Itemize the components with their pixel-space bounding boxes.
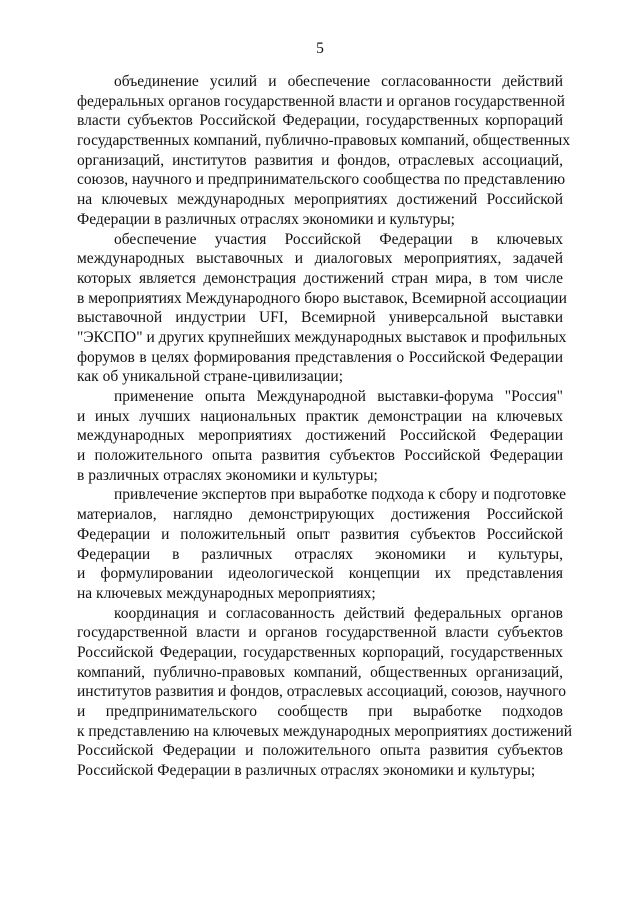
paragraph-line: материалов, наглядно демонстрирующих достижения Российской (77, 506, 563, 524)
paragraph-line: выставочной индустрии UFI, Всемирной универсальной выставки (77, 309, 563, 327)
paragraph-line: Российской Федерации в различных отраслях экономики и культуры; (77, 762, 536, 780)
document-body (77, 72, 573, 781)
paragraph-line: Российской Федерации и положительного опыта развития субъектов (77, 742, 563, 760)
paragraph-line: обеспечение участия Российской Федерации в ключевых (114, 230, 563, 248)
paragraph-line: как об уникальной стране-цивилизации; (77, 368, 343, 386)
paragraph-line: Федерации в различных отраслях экономики и культуры; (77, 210, 455, 228)
paragraph-line: и иных лучших национальных практик демонстрации на ключевых (77, 407, 563, 425)
paragraph-line: и предпринимательского сообществ при выработке подходов (77, 703, 563, 720)
paragraph-line: "ЭКСПО" и других крупнейших международных выставок и профильных (77, 328, 567, 346)
paragraph (77, 230, 567, 388)
paragraph-line: Федерации и положительный опыт развития субъектов Российской (77, 525, 563, 543)
paragraph-line: применение опыта Международной выставки-форума "Россия" (114, 388, 563, 405)
paragraph (77, 387, 563, 485)
paragraph-line: государственных компаний, публично-правовых компаний, общественных (77, 132, 571, 150)
paragraph-line: которых является демонстрация достижений стран мира, в том числе (77, 269, 563, 287)
paragraph-line: компаний, публично-правовых компаний, общественных организаций, (77, 663, 563, 681)
paragraph (77, 604, 573, 781)
paragraph-line: на ключевых международных мероприятиях; (77, 584, 376, 602)
paragraph-line: федеральных органов государственной власти и органов государственной (77, 92, 565, 110)
paragraph-line: государственной власти и органов государственной власти субъектов (77, 624, 563, 642)
page-number: 5 (316, 40, 324, 57)
paragraph-line: международных мероприятиях достижений Российской Федерации (77, 427, 563, 445)
paragraph-line: и положительного опыта развития субъектов Российской Федерации (77, 447, 563, 465)
paragraph-line: институтов развития и фондов, отраслевых ассоциаций, союзов, научного (77, 683, 567, 701)
paragraph-line: привлечение экспертов при выработке подхода к сбору и подготовке (114, 486, 566, 504)
paragraph-line: Российской Федерации, государственных корпораций, государственных (77, 643, 563, 661)
paragraph-line: Федерации в различных отраслях экономики и культуры, (77, 545, 563, 563)
paragraph-line: и формулировании идеологической концепции их представления (77, 565, 563, 583)
paragraph (77, 72, 571, 230)
paragraph-line: организаций, институтов развития и фондов, отраслевых ассоциаций, (77, 151, 563, 169)
paragraph-line: в мероприятиях Международного бюро выставок, Всемирной ассоциации (77, 289, 567, 307)
paragraph-line: союзов, научного и предпринимательского сообщества по представлению (77, 171, 566, 189)
paragraph-line: координация и согласованность действий федеральных органов (114, 604, 563, 622)
paragraph-line: форумов в целях формирования представления о Российской Федерации (77, 348, 563, 366)
paragraph-line: власти субъектов Российской Федерации, государственных корпораций (77, 112, 563, 130)
paragraph-line: в различных отраслях экономики и культуры; (77, 466, 378, 484)
paragraph-line: к представлению на ключевых международных мероприятиях достижений (77, 722, 573, 740)
paragraph-line: объединение усилий и обеспечение согласованности действий (114, 73, 563, 90)
paragraph-line: на ключевых международных мероприятиях достижений Российской (77, 191, 563, 209)
paragraph (77, 485, 566, 603)
paragraph-line: международных выставочных и диалоговых мероприятиях, задачей (77, 250, 563, 268)
